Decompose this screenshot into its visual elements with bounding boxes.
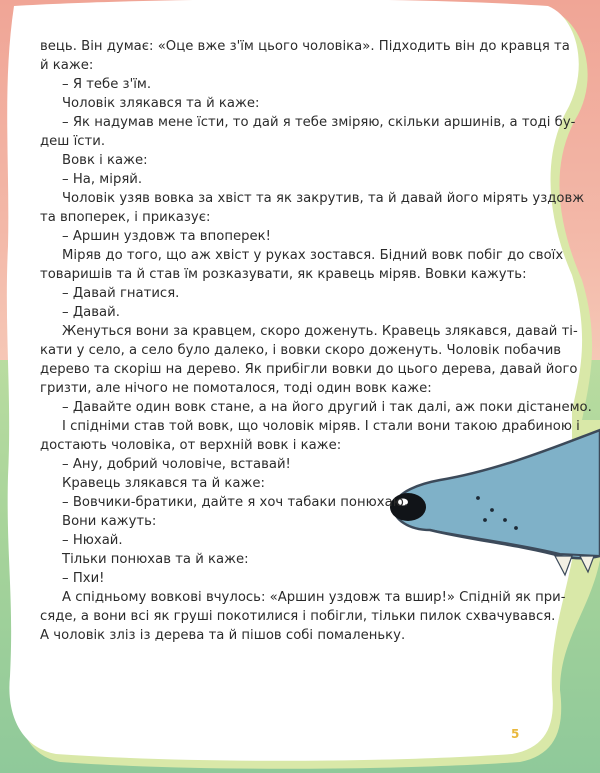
text-line: – Аршин уздовж та впоперек! [62, 229, 271, 244]
text-line: – Давайте один вовк стане, а на його другий і так далі, аж поки дістанемо. [62, 400, 592, 415]
text-line: Вони кажуть: [62, 514, 157, 529]
text-line: та впоперек, і приказує: [40, 210, 211, 225]
text-line: Міряв до того, що аж хвіст у руках зостався. Бідний вовк побіг до своїх [62, 248, 564, 263]
text-line: – Як надумав мене їсти, то дай я тебе зміряю, скільки аршинів, а тоді бу- [62, 115, 576, 130]
text-line: сяде, а вони всі як груші покотилися і побігли, тільки пилок схвачувався. [40, 609, 556, 624]
text-line: – Давай гнатися. [62, 286, 180, 301]
text-line: й каже: [40, 58, 94, 73]
text-line: достають чоловіка, от верхній вовк і каже: [40, 438, 342, 453]
text-line: Кравець злякався та й каже: [62, 476, 265, 491]
text-line: кати у село, а село було далеко, і вовки скоро доженуть. Чоловік побачив [40, 343, 562, 358]
text-line: – Пхи! [62, 571, 105, 586]
text-line: Чоловік злякався та й каже: [62, 96, 260, 111]
text-line: гризти, але нічого не помоталося, тоді один вовк каже: [40, 381, 432, 396]
text-line: вець. Він думає: «Оце вже з'їм цього чоловіка». Підходить він до кравця та [40, 39, 570, 54]
page-number: 5 [511, 727, 520, 741]
text-line: – Я тебе з'їм. [62, 77, 152, 92]
text-line: І спідніми став той вовк, що чоловік міряв. І стали вони такою драбиною і [62, 419, 580, 434]
text-line: Вовк і каже: [62, 153, 148, 168]
text-line: – Давай. [62, 305, 120, 320]
text-line: – На, міряй. [62, 172, 143, 187]
text-line: – Ану, добрий чоловіче, вставай! [62, 457, 291, 472]
text-line: Чоловік узяв вовка за хвіст та як закрутив, та й давай його мірять уздовж [62, 191, 585, 206]
text-line: А чоловік зліз із дерева та й пішов собі помаленьку. [40, 628, 406, 643]
text-line: дерево та скоріш на дерево. Як прибігли вовки до цього дерева, давай його [40, 362, 578, 377]
text-line: А спідньому вовкові вчулось: «Аршин уздовж та вшир!» Спідній як при- [62, 590, 566, 605]
text-line: товаришів та й став їм розказувати, як кравець міряв. Вовки кажуть: [40, 267, 527, 282]
text-line: – Вовчики-братики, дайте я хоч табаки понюхаю. [62, 495, 409, 510]
text-line: Тільки понюхав та й каже: [62, 552, 249, 567]
text-line: деш їсти. [40, 134, 106, 149]
text-line: Женуться вони за кравцем, скоро доженуть. Кравець злякався, давай ті- [62, 324, 578, 339]
text-line: – Нюхай. [62, 533, 123, 548]
